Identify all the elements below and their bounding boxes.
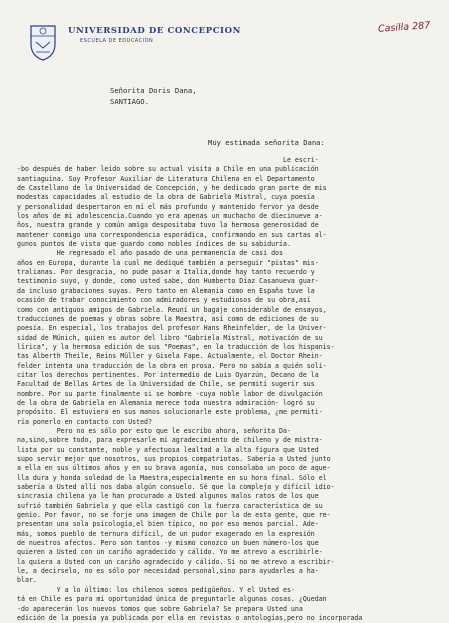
letter-line: da incluso grabaciones suyas. Pero tanto en Alemania como en España tuve la xyxy=(17,286,315,295)
letter-line: y personalidad despertaron en mí el más profundo y mantenido fervor ya desde xyxy=(17,202,319,211)
letter-line: lírica", y la hermosa edición de sus "Poemas", en la traducción de los hispanis- xyxy=(17,342,335,351)
letter-line: sincrasia chilena ya le han procurado a Usted algunos malos ratos de los que xyxy=(17,492,319,501)
letter-line: genio. Por favor, no se forje una imagen de Chile por la de esta gente, que re- xyxy=(17,511,331,520)
letter-line: de nuestros afectos. Pero son tantos -y mismo conozco un buen número-los que xyxy=(17,539,319,548)
letter-line: Facultad de Bellas Artes de la Universidad de Chile, se permití sugerir sus xyxy=(17,380,315,389)
letter-line: más, somos pueblo de ternura difícil, de un pudor exagerado en la expresión xyxy=(17,529,315,538)
letterhead xyxy=(28,22,328,62)
letter-line: felder intenta una traducción de la obra en prosa. Pero no sabía a quién soli- xyxy=(17,361,327,370)
letter-line: tralianas. Por desgracia, no pude pasar a Italia,donde hay tanto recuerdo y xyxy=(17,268,315,277)
letter-line: tas Alberth Theile, Reins Müller y Gisela Fape. Actualmente, el Doctor Rhein- xyxy=(17,352,323,361)
letter-line: santiaguina. Soy Profesor Auxiliar de Literatura Chilena en el Departamento xyxy=(17,174,315,183)
letter-line: años en Europa, durante la cual me dediqué también a perseguir "pistas" mis- xyxy=(17,258,319,267)
letter-line: sidad de Münich, quien es autor del libro "Gabriela Mistral, motivación de su xyxy=(17,333,323,342)
salutation: Muy estimada señorita Dana: xyxy=(208,138,325,147)
recipient-name: Señorita Doris Dana, xyxy=(110,86,197,95)
letter-line: la quiera a Usted con un cariño agradecido y cálido. Si no me atrevo a escribir- xyxy=(17,557,335,566)
letter-line: edición de la poesía ya publicada por ella en revistas o antologías,pero no incorporada xyxy=(17,613,363,622)
letter-line: lista por su constante, noble y afectuosa lealtad a la alta figura que Usted xyxy=(17,445,319,454)
letter-line: propósito. El estuviera en sus manos solucionarle este problema, ¿me permiti- xyxy=(17,408,323,417)
letter-line: lla dura y honda soledad de la Maestra,especialmente en su hora final. Sólo el xyxy=(17,473,327,482)
archive-note: Casilla 287 xyxy=(377,20,431,35)
letter-line: quieren a Usted con un cariño agradecido y cálido. Yo me atrevo a escribirle- xyxy=(17,548,323,557)
letter-line: ría ponerlo en contacto con Usted? xyxy=(17,417,152,426)
letter-line: de la obra de Gabriela en Alemania merece toda nuestra admiración- logró su xyxy=(17,398,315,407)
letter-line: blar. xyxy=(17,576,37,585)
letter-line: poesía. En especial, los trabajos del profesor Hans Rheinfelder, de la Univer- xyxy=(17,324,327,333)
letter-line: gunos puntos de vista que guardo como nobles índices de su sabiduría. xyxy=(17,240,291,249)
letter-line: sabería a Usted allí nos daba algún consuelo. Sé que la compleja y difícil idio- xyxy=(17,483,335,492)
letter-line: citar los derechos pertinentes. Por intermedio de Luis Oyarzún, Decano de la xyxy=(17,370,319,379)
letter-line: a ella en sus últimos años y en su brava agonía, nos consolaba un poco de aque- xyxy=(17,464,331,473)
letter-line: Le escri- xyxy=(17,156,319,164)
letter-line: na,sino,sobre todo, para expresarle mi agradecimiento de chileno y de mistra- xyxy=(17,436,323,445)
school-name: ESCUELA DE EDUCACION xyxy=(80,38,154,44)
letter-line: los años de mi adolescencia.Cuando yo era apenas un muchacho de diecinueve a- xyxy=(17,212,323,221)
letter-line: He regresado el año pasado de una permanencia de casi dos xyxy=(17,249,283,258)
letter-line: le, a decirselo, no es sólo por necesidad personal,sino para ayudarles a ha- xyxy=(17,567,319,576)
letter-body xyxy=(17,156,442,623)
letter-line: Pero no es sólo por esto que le escribo ahora, señorita Da- xyxy=(17,426,291,435)
letter-line: -bo después de haber leído sobre su actual visita a Chile en una publicación xyxy=(17,165,319,174)
letter-line: presentan una sola psicología,el bien típico, no por eso menos parcial. Ade- xyxy=(17,520,319,529)
letter-line: como con antiguos amigos de Gabriela. Reuní un bagaje considerable de ensayos, xyxy=(17,305,327,314)
letter-line: testimonio suyo, y donde, como usted sabe, don Humberto Díaz Casanueva guar- xyxy=(17,277,319,286)
letter-line: Y a lo último: los chilenos somos pedigüeños. Y el Usted es- xyxy=(17,585,295,594)
letter-line: supo servir mejor que nosotros, sus propios compatriotas. Sabería a Usted junto xyxy=(17,455,331,463)
letter-line: nombre. Por su parte finalmente si se hombre -cuya noble labor de divulgación xyxy=(17,389,323,398)
letter-line: mantener conmigo una correspondencia esporádica, confirmando en sus cartas al- xyxy=(17,230,327,239)
letter-line: tá en Chile es para mí oportunidad única de preguntarle algunas cosas. ¿Quedan xyxy=(17,595,327,604)
letter-line: ocasión de trabar conocimiento con admiradores y estudiosos de su obra,así xyxy=(17,296,311,305)
university-seal-icon xyxy=(28,22,58,62)
university-name: UNIVERSIDAD DE CONCEPCION xyxy=(68,26,242,36)
letter-line: -do aparecerán los nuevos tomos que sobre Gabriela? Se prepara Usted una xyxy=(17,604,303,613)
letter-line: ños, nuestra grande y común amiga despositaba tuvo la hermosa generosidad de xyxy=(17,221,319,230)
letter-line: sufrió también Gabriela y que ella castigó con la fuerza característica de su xyxy=(17,501,323,510)
letter-line: traducciones de poemas y obras sobre la Maestra, así como de ediciones de su xyxy=(17,314,319,323)
letter-line: modestas capacidades al estudio de la obra de Gabriela Mistral, cuya poesía xyxy=(17,193,315,202)
letter-line: de Castellano de la Universidad de Concepción, y he dedicado gran parte de mis xyxy=(17,184,327,193)
recipient-city: SANTIAGO. xyxy=(110,97,149,106)
